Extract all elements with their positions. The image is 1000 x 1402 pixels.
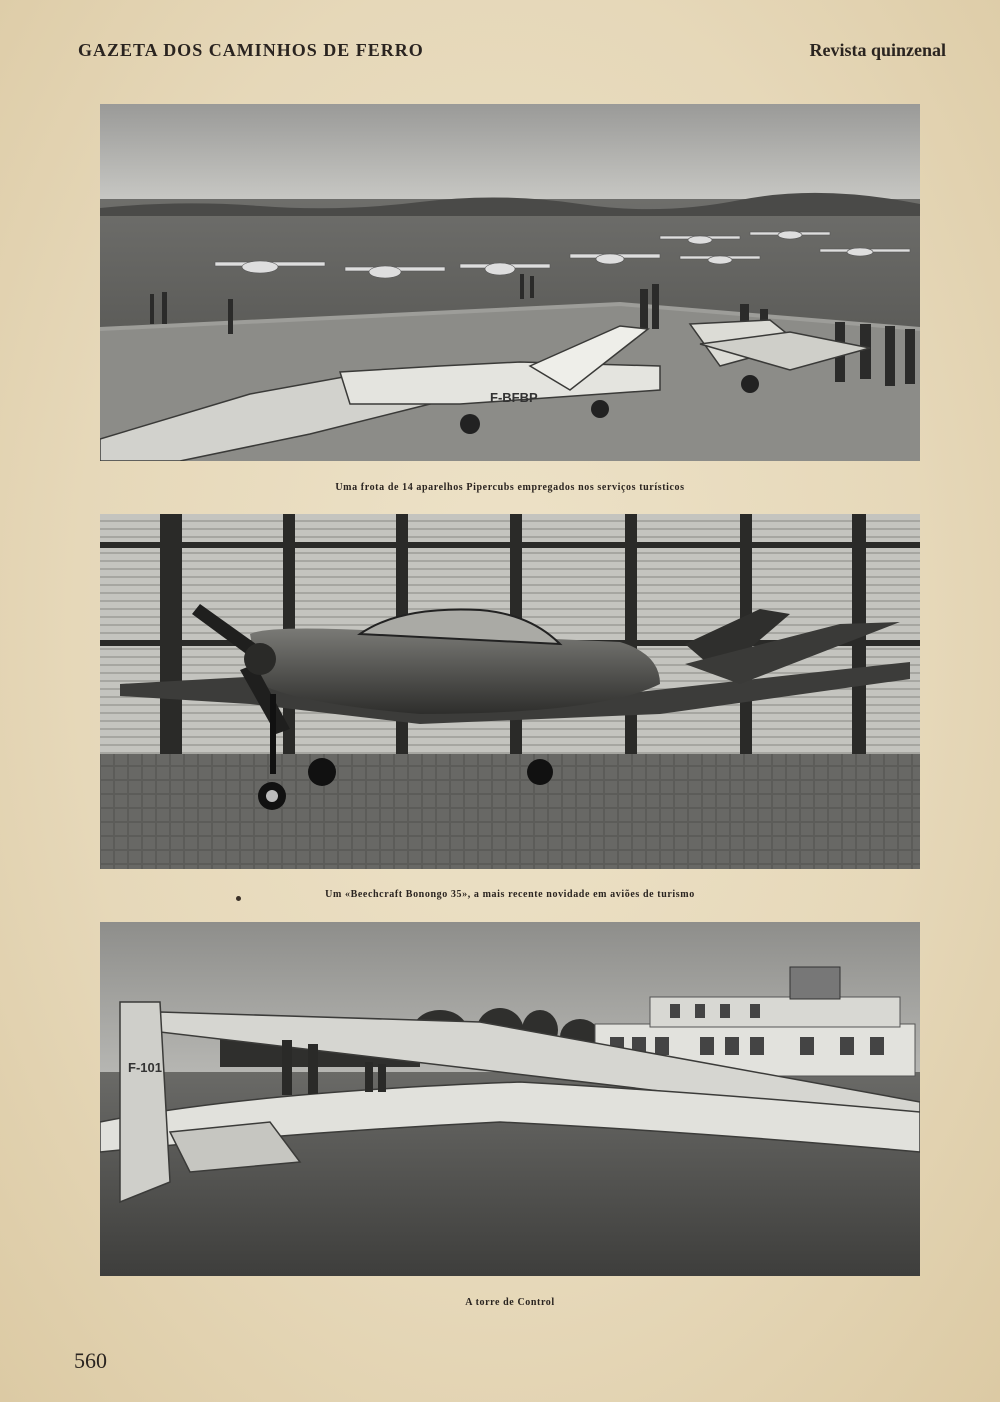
caption-aircraft-fleet: Uma frota de 14 aparelhos Pipercubs empregados nos serviços turísticos: [335, 482, 685, 493]
ink-speck: [236, 896, 241, 901]
photo-beechcraft: [100, 514, 920, 869]
publication-title: GAZETA DOS CAMINHOS DE FERRO: [78, 40, 424, 60]
page-number: 560: [74, 1348, 107, 1373]
caption-beechcraft: Um «Beechcraft Bonongo 35», a mais recente novidade em aviões de turismo: [325, 889, 695, 900]
photo-aircraft-fleet: [100, 104, 920, 461]
publication-frequency: Revista quinzenal: [809, 40, 946, 60]
svg-text:F-101: F-101: [128, 1060, 162, 1075]
caption-control-tower: A torre de Control: [465, 1297, 555, 1308]
svg-text:F-BFBP: F-BFBP: [490, 390, 538, 405]
photo-control-tower: [100, 922, 920, 1276]
